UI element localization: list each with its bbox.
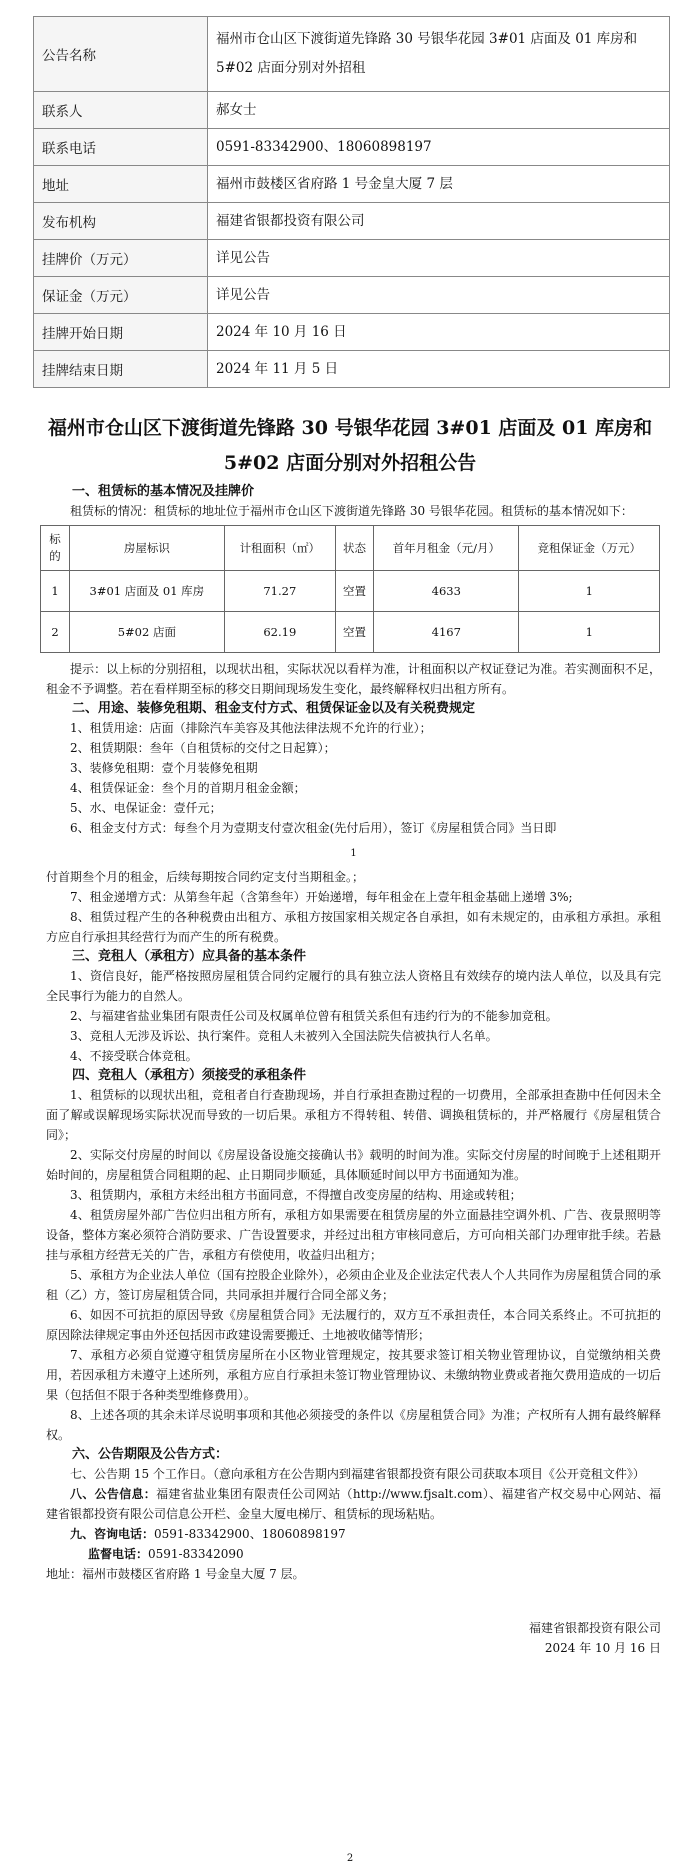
info-row	[34, 203, 670, 240]
info-row	[34, 92, 670, 129]
lot-table-header: 标的	[41, 526, 70, 571]
section-2-item: 3、装修免租期：壹个月装修免租期	[70, 761, 258, 775]
section-3-item: 2、与福建省盐业集团有限责任公司及权属单位曾有租赁关系但有违约行为的不能参加竞租。	[70, 1009, 558, 1023]
info-value: 福州市鼓楼区省府路 1 号金皇大厦 7 层	[208, 166, 670, 203]
table-cell: 2	[41, 612, 70, 653]
section-4-item: 7、承租方必须自觉遵守租赁房屋所在小区物业管理规定，按其要求签订相关物业管理协议，自觉缴纳相关费用，若因承租方未遵守上述所列，承租方应自行承担未签订物业管理协议、未缴纳物业费或者拖欠费用造成的一切后果（包括但不限于各种类型维修费用）。	[46, 1348, 661, 1402]
info-label: 联系人	[34, 92, 208, 129]
table-cell: 1	[41, 571, 70, 612]
section-2-item: 2、租赁期限：叁年（自租赁标的交付之日起算）；	[70, 741, 336, 755]
document-body	[46, 482, 661, 1658]
info-value: 郝女士	[208, 92, 670, 129]
lot-table-header: 竞租保证金（万元）	[519, 526, 660, 571]
announcement-info-table	[33, 16, 670, 388]
info-row	[34, 17, 670, 92]
section-3-item: 3、竞租人无涉及诉讼、执行案件。竞租人未被列入全国法院失信被执行人名单。	[70, 1029, 498, 1043]
table-row	[41, 612, 660, 653]
info-value: 福建省银都投资有限公司	[208, 203, 670, 240]
table-cell: 4167	[374, 612, 519, 653]
section-2-item: 4、租赁保证金：叁个月的首期月租金金额；	[70, 781, 306, 795]
signature-date: 2024 年 10 月 16 日	[544, 1641, 661, 1655]
table-cell: 1	[519, 571, 660, 612]
section-2-item: 6、租金支付方式：每叁个月为壹期支付壹次租金(先付后用），签订《房屋租赁合同》当日即	[70, 821, 557, 835]
section-1-heading: 一、租赁标的基本情况及挂牌价	[72, 484, 255, 499]
info-label: 挂牌结束日期	[34, 351, 208, 388]
info-row	[34, 277, 670, 314]
info-label: 地址	[34, 166, 208, 203]
info-value: 2024 年 11 月 5 日	[208, 351, 670, 388]
info-label: 挂牌价（万元）	[34, 240, 208, 277]
page-number-2: 2	[346, 1853, 354, 1864]
page-number-1: 1	[350, 848, 357, 859]
info-row	[34, 351, 670, 388]
table-row	[41, 571, 660, 612]
lot-table	[40, 525, 660, 653]
info-row	[34, 129, 670, 166]
supervise-line	[46, 1544, 661, 1564]
section-8-paragraph	[46, 1484, 661, 1524]
document-title: 福州市仓山区下渡街道先锋路 30 号银华花园 3#01 店面及 01 库房和 5#02 店面分别对外招租公告	[47, 417, 653, 474]
lot-table-header: 首年月租金（元/月）	[374, 526, 519, 571]
section-7-text: 七、公告期 15 个工作日。（意向承租方在公告期内到福建省银都投资有限公司获取本项目《公开竞租文件》）	[70, 1467, 645, 1481]
section-3-heading: 三、竞租人（承租方）应具备的基本条件	[72, 949, 307, 964]
info-row	[34, 240, 670, 277]
lot-table-header: 状态	[335, 526, 373, 571]
table-cell: 5#02 店面	[70, 612, 225, 653]
signature-company: 福建省银都投资有限公司	[528, 1621, 661, 1635]
info-label: 联系电话	[34, 129, 208, 166]
info-value: 2024 年 10 月 16 日	[208, 314, 670, 351]
table-cell: 1	[519, 612, 660, 653]
lot-table-header: 计租面积（㎡）	[224, 526, 335, 571]
section-2-item: 7、租金递增方式：从第叁年起（含第叁年）开始递增，每年租金在上壹年租金基础上递增 3%;	[70, 890, 573, 904]
section-6-heading: 六、公告期限及公告方式：	[72, 1447, 229, 1462]
section-8-text: 福建省盐业集团有限责任公司网站（http://www.fjsalt.com）、福建省产权交易中心网站、福建省银都投资有限公司信息公开栏、金皇大厦电梯厅、租赁标的现场粘贴。	[46, 1487, 661, 1521]
info-label: 发布机构	[34, 203, 208, 240]
info-label: 公告名称	[34, 17, 208, 92]
table-cell: 62.19	[224, 612, 335, 653]
section-4-item: 3、租赁期内，承租方未经出租方书面同意，不得擅自改变房屋的结构、用途或转租；	[70, 1188, 522, 1202]
address-line: 地址：福州市鼓楼区省府路 1 号金皇大厦 7 层。	[46, 1567, 305, 1581]
info-value: 0591-83342900、18060898197	[208, 129, 670, 166]
section-4-item: 2、实际交付房屋的时间以《房屋设备设施交接确认书》载明的时间为准。实际交付房屋的时间晚于上述租期开始时间的，房屋租赁合同租期的起、止日期同步顺延，具体顺延时间以甲方书面通知为准。	[46, 1148, 661, 1182]
section-8-heading: 八、公告信息：	[70, 1487, 157, 1501]
hotline-value: 0591-83342900、18060898197	[154, 1527, 346, 1541]
section-4-heading: 四、竞租人（承租方）须接受的承租条件	[72, 1068, 307, 1083]
hotline-line	[46, 1524, 661, 1544]
section-2-item: 5、水、电保证金：壹仟元；	[70, 801, 222, 815]
info-value: 详见公告	[208, 277, 670, 314]
signature-block	[46, 1618, 661, 1658]
table-cell: 71.27	[224, 571, 335, 612]
table-cell: 空置	[335, 612, 373, 653]
info-label: 挂牌开始日期	[34, 314, 208, 351]
table-cell: 4633	[374, 571, 519, 612]
info-row	[34, 166, 670, 203]
table-cell: 空置	[335, 571, 373, 612]
section-3-item: 4、不接受联合体竞租。	[70, 1049, 198, 1063]
hotline-label: 九、咨询电话：	[70, 1527, 155, 1541]
section-4-item: 1、租赁标的以现状出租，竞租者自行查勘现场，并自行承担查勘过程的一切费用，全部承担查勘中任何因未全面了解或误解现场实际状况而导致的一切后果。承租方不得转租、转借、调换租赁标的，并严格履行《房屋租赁合同》；	[46, 1088, 661, 1142]
supervise-label: 监督电话：	[88, 1547, 149, 1561]
section-2-continued: 付首期叁个月的租金，后续每期按合同约定支付当期租金。；	[46, 870, 365, 884]
table-cell: 3#01 店面及 01 库房	[70, 571, 225, 612]
info-row	[34, 314, 670, 351]
section-2-item: 8、租赁过程产生的各种税费由出租方、承租方按国家相关规定各自承担，如有未规定的，由承租方承担。承租方应自行承担其经营行为而产生的所有税费。	[46, 910, 661, 944]
section-2-item: 1、租赁用途：店面（排除汽车美容及其他法律法规不允许的行业）；	[70, 721, 432, 735]
info-value: 福州市仓山区下渡街道先锋路 30 号银华花园 3#01 店面及 01 库房和 5#02 店面分别对外招租	[208, 17, 670, 92]
section-3-item: 1、资信良好，能严格按照房屋租赁合同约定履行的具有独立法人资格且有效续存的境内法人单位，以及具有完全民事行为能力的自然人。	[46, 969, 661, 1003]
section-4-item: 4、租赁房屋外部广告位归出租方所有，承租方如果需要在租赁房屋的外立面悬挂空调外机、广告、夜景照明等设备，整体方案必须符合消防要求、广告设置要求，并经过出租方审核同意后，方可向相关部门办理审批手续。若悬挂与承租方经营无关的广告，承租方有偿使用，收益归出租方；	[46, 1208, 661, 1262]
section-1-intro: 租赁标的情况：租赁标的地址位于福州市仓山区下渡街道先锋路 30 号银华花园。租赁标的基本情况如下：	[70, 504, 633, 518]
lot-table-header: 房屋标识	[70, 526, 225, 571]
info-value: 详见公告	[208, 240, 670, 277]
section-1-note: 提示：以上标的分别招租，以现状出租，实际状况以看样为准，计租面积以产权证登记为准。若实测面积不足，租金不予调整。若在看样期至标的移交日期间现场发生变化，最终解释权归出租方所有。	[46, 662, 661, 696]
section-2-heading: 二、用途、装修免租期、租金支付方式、租赁保证金以及有关税费规定	[72, 701, 476, 716]
supervise-value: 0591-83342090	[148, 1547, 244, 1561]
section-4-item: 5、承租方为企业法人单位（国有控股企业除外），必须由企业及企业法定代表人个人共同作为房屋租赁合同的承租（乙）方，签订房屋租赁合同，共同承担并履行合同全部义务；	[46, 1268, 661, 1302]
section-4-item: 8、上述各项的其余未详尽说明事项和其他必须接受的条件以《房屋租赁合同》为准；产权所有人拥有最终解释权。	[46, 1408, 661, 1442]
section-4-item: 6、如因不可抗拒的原因导致《房屋租赁合同》无法履行的，双方互不承担责任，本合同关系终止。不可抗拒的原因除法律规定事由外还包括因市政建设需要搬迁、土地被收储等情形；	[46, 1308, 661, 1342]
info-label: 保证金（万元）	[34, 277, 208, 314]
